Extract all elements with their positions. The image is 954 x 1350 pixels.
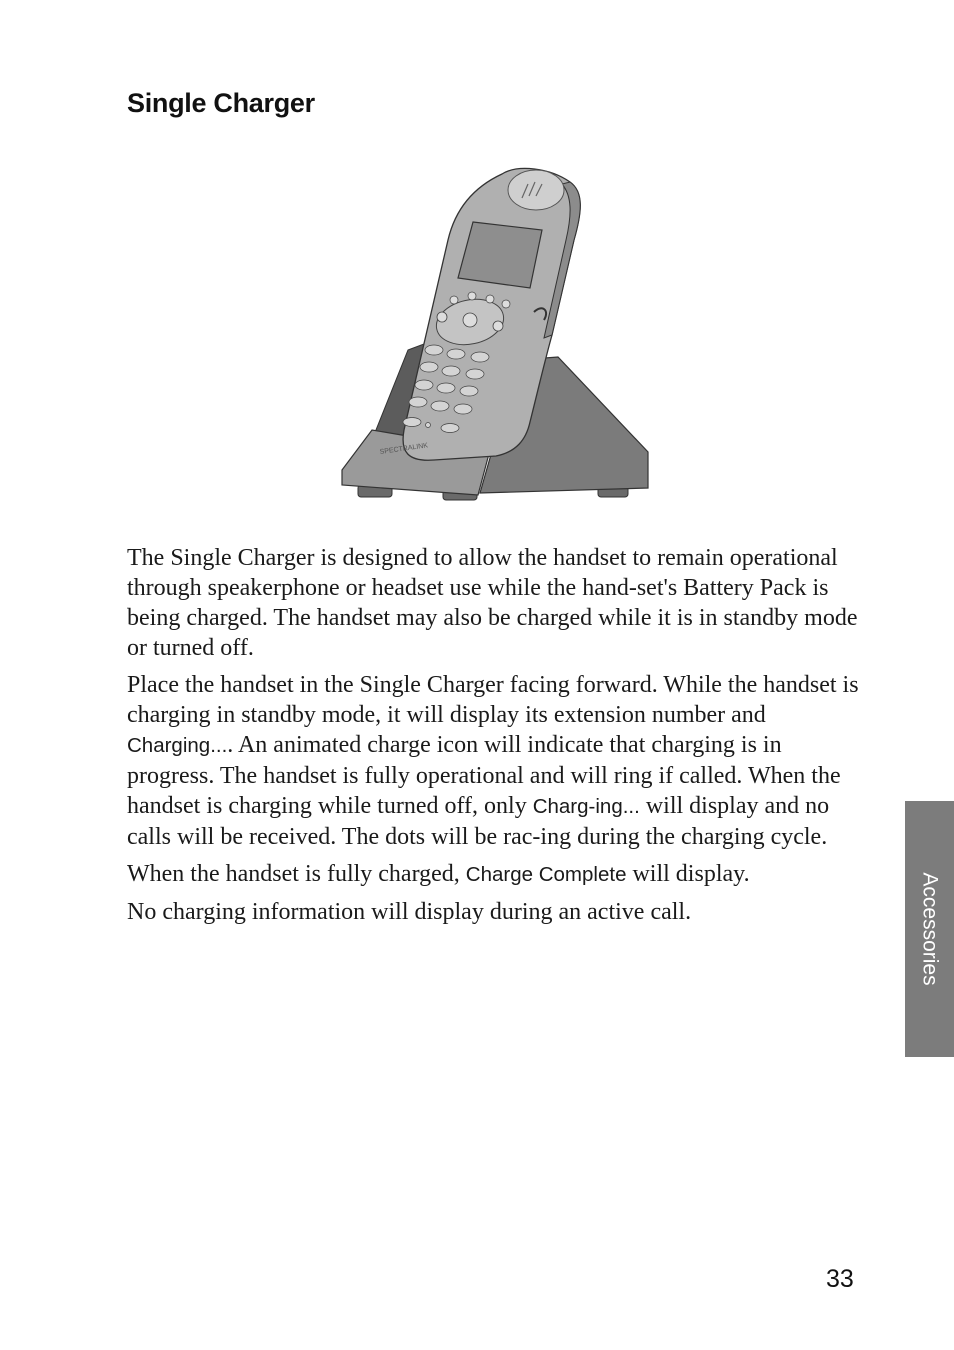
paragraph-1: The Single Charger is designed to allow the handset to remain operational through speakerphone or headset use while the hand-set's Battery Pack is being charged. The handset may also be charged while it is in standby mode or turned off. (127, 545, 858, 661)
ui-text-charge-complete: Charge Complete (465, 863, 627, 886)
single-charger-illustration (330, 160, 660, 505)
page-title: Single Charger (127, 88, 315, 118)
brand-logo: SPECTRALINK (379, 442, 429, 456)
paragraph-3: When the handset is fully charged, Charge Complete will display. (127, 861, 750, 887)
earpiece-icon (508, 170, 564, 210)
ok-button-icon (463, 313, 477, 327)
section-tab-accessories (905, 801, 954, 1057)
page-number: 33 (826, 1265, 854, 1293)
handset-screen-icon (458, 222, 542, 288)
softkey-icon (468, 292, 476, 300)
section-tab-label: Accessories (918, 872, 942, 986)
charger-with-handset-image (330, 160, 660, 505)
ui-text-charging-off: Charg-ing... (532, 795, 640, 818)
softkey-icon (450, 296, 458, 304)
paragraph-2: Place the handset in the Single Charger facing forward. While the handset is charging in standby mode, it will display its extension number and Charging.... An animated charge icon will indicate that charging is in progress. The handset is fully operational and will ring if called. When the handset is charging while turned off, only Charg-ing... will display and no calls will be received. The dots will be rac-ing during the charging cycle. (127, 672, 859, 850)
softkey-icon (486, 295, 494, 303)
end-button-icon (493, 321, 503, 331)
talk-button-icon (437, 312, 447, 322)
paragraph-4: No charging information will display during an active call. (127, 899, 692, 925)
softkey-icon (502, 300, 510, 308)
ui-text-charging: Charging... (127, 734, 228, 757)
body-text (127, 543, 867, 934)
